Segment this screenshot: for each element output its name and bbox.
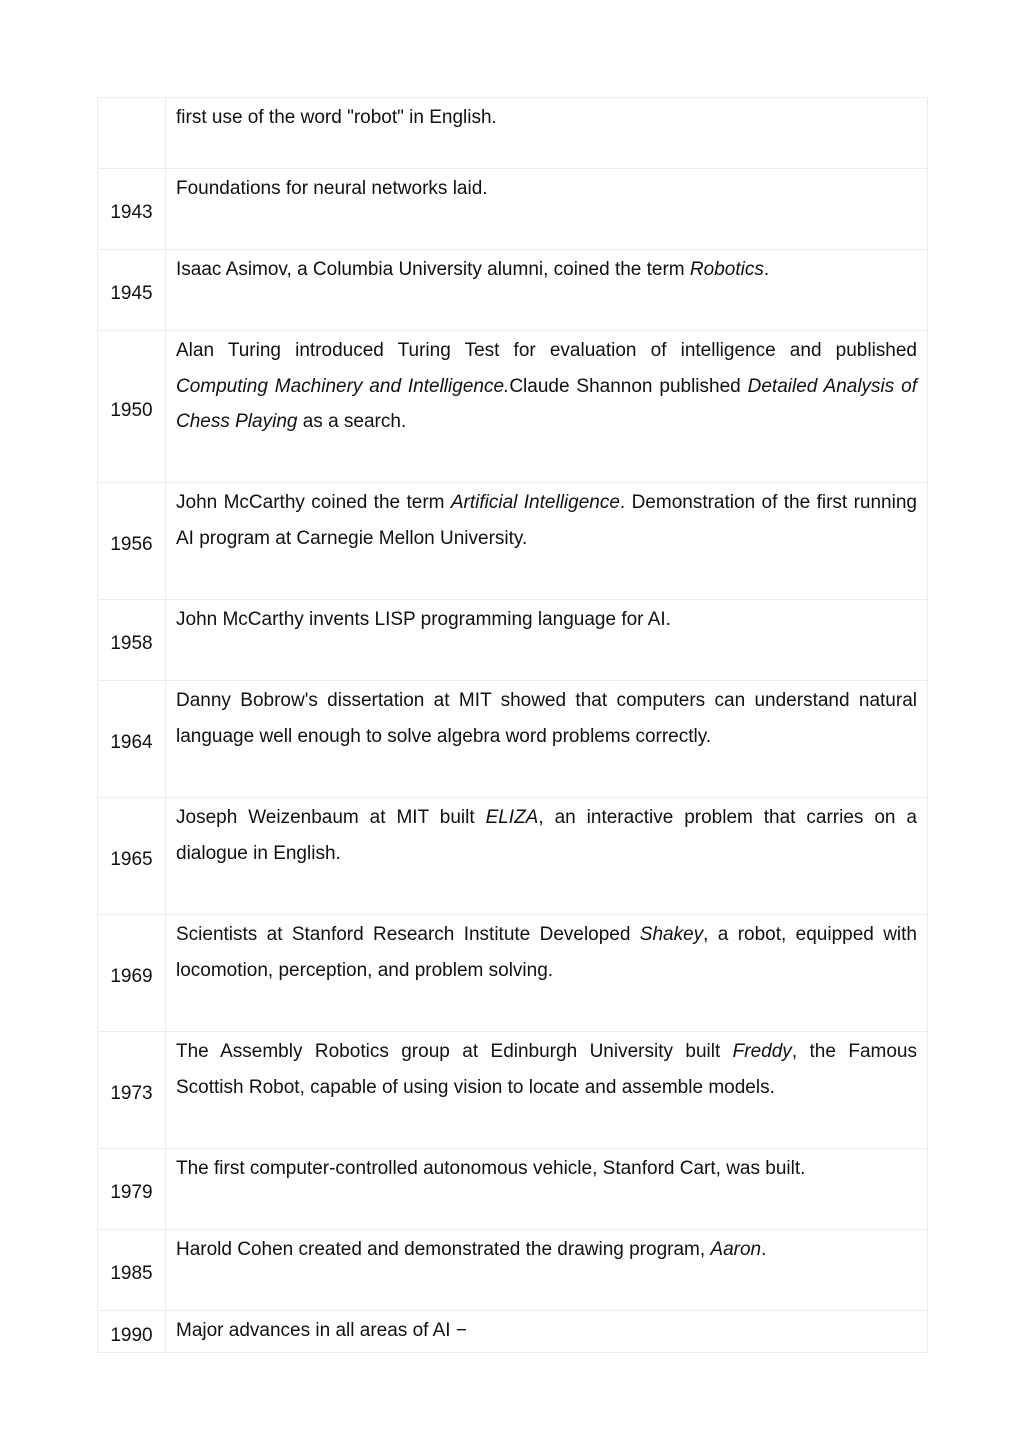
event-description-cell [166,681,928,798]
event-description-cell [166,1230,928,1311]
timeline-row [98,98,928,169]
year-label: 1969 [110,966,153,987]
year-label: 1945 [110,283,153,304]
description-text: . [761,1239,767,1260]
timeline-row [98,600,928,681]
emphasized-title-text: Computing Machinery and Intelligence. [176,375,510,397]
timeline-row [98,1032,928,1149]
emphasized-title-text: Shakey [639,924,704,945]
event-description [176,917,917,988]
event-description [176,1151,917,1187]
timeline-row [98,681,928,798]
description-text: Claude Shannon published [509,375,748,397]
year-label: 1950 [110,399,153,421]
event-description-cell [166,1311,928,1353]
year-label: 1979 [110,1182,153,1203]
description-text: . Demonstration of the first running AI program at Carnegie Mellon University. [176,492,917,549]
description-text: Alan Turing introduced Turing Test for evaluation of intelligence and published [176,340,917,361]
description-text: Joseph Weizenbaum at MIT built [176,807,486,828]
event-description-cell [166,600,928,681]
year-label: 1943 [110,202,153,223]
event-description [176,1034,917,1105]
event-description [176,100,917,136]
year-cell [98,1230,166,1311]
emphasized-title-text: Detailed Analysis of Chess Playing [176,375,918,432]
year-label: 1965 [110,849,153,870]
year-cell [98,681,166,798]
year-label: 1956 [110,534,153,555]
event-description [176,602,917,638]
year-cell [98,1032,166,1149]
description-text: Scientists at Stanford Research Institute Developed [176,924,640,945]
description-text: The first computer-controlled autonomous vehicle, Stanford Cart, was built. [176,1158,806,1179]
emphasized-title-text: Freddy [732,1041,792,1062]
event-description-cell [166,331,928,483]
year-label: 1958 [110,633,153,654]
description-text: Foundations for neural networks laid. [176,178,488,199]
year-cell [98,250,166,331]
event-description-cell [166,915,928,1032]
year-label: 1964 [110,732,153,753]
description-text: Danny Bobrow's dissertation at MIT showed that computers can understand natural language well enough to solve algebra word problems correctly. [176,690,917,747]
year-cell [98,600,166,681]
emphasized-title-text: Artificial Intelligence [450,492,620,513]
year-cell [98,169,166,250]
event-description [176,1232,917,1268]
year-label: 1985 [110,1263,153,1284]
timeline-row [98,915,928,1032]
ai-history-timeline-table [97,97,928,1353]
description-text: Major advances in all areas of AI − [176,1320,467,1341]
emphasized-title-text: Robotics [689,259,764,280]
year-label: 1973 [110,1083,153,1104]
timeline-row [98,250,928,331]
description-text: John McCarthy invents LISP programming language for AI. [176,609,671,630]
year-cell [98,798,166,915]
emphasized-title-text: ELIZA [485,807,539,828]
event-description [176,252,917,288]
event-description-cell [166,483,928,600]
event-description [176,333,917,440]
event-description-cell [166,1032,928,1149]
event-description-cell [166,98,928,169]
description-text: , the Famous Scottish Robot, capable of using vision to locate and assemble models. [176,1041,917,1098]
event-description-cell [166,169,928,250]
year-cell [98,915,166,1032]
description-text: Isaac Asimov, a Columbia University alumni, coined the term [176,259,690,280]
description-text: as a search. [297,411,407,432]
description-text: , a robot, equipped with locomotion, perception, and problem solving. [176,924,917,981]
year-cell [98,331,166,483]
year-label: 1990 [110,1324,153,1346]
event-description [176,485,917,556]
year-cell [98,483,166,600]
event-description-cell [166,1149,928,1230]
timeline-row [98,331,928,483]
emphasized-title-text: Aaron [710,1239,762,1260]
timeline-row [98,798,928,915]
description-text: The Assembly Robotics group at Edinburgh University built [176,1041,733,1062]
event-description-cell [166,250,928,331]
timeline-row [98,1230,928,1311]
description-text: . [763,259,770,280]
timeline-row [98,483,928,600]
description-text: Harold Cohen created and demonstrated the drawing program, [176,1239,711,1260]
timeline-row [98,1149,928,1230]
event-description [176,1313,917,1349]
year-cell [98,1311,166,1353]
year-cell [98,1149,166,1230]
event-description [176,683,917,754]
description-text: John McCarthy coined the term [176,492,451,513]
timeline-row [98,1311,928,1353]
event-description [176,171,917,207]
description-text: , an interactive problem that carries on a dialogue in English. [176,807,917,864]
year-cell [98,98,166,169]
event-description [176,800,917,871]
event-description-cell [166,798,928,915]
timeline-body [98,98,928,1353]
timeline-row [98,169,928,250]
description-text: first use of the word "robot" in English. [176,107,497,128]
